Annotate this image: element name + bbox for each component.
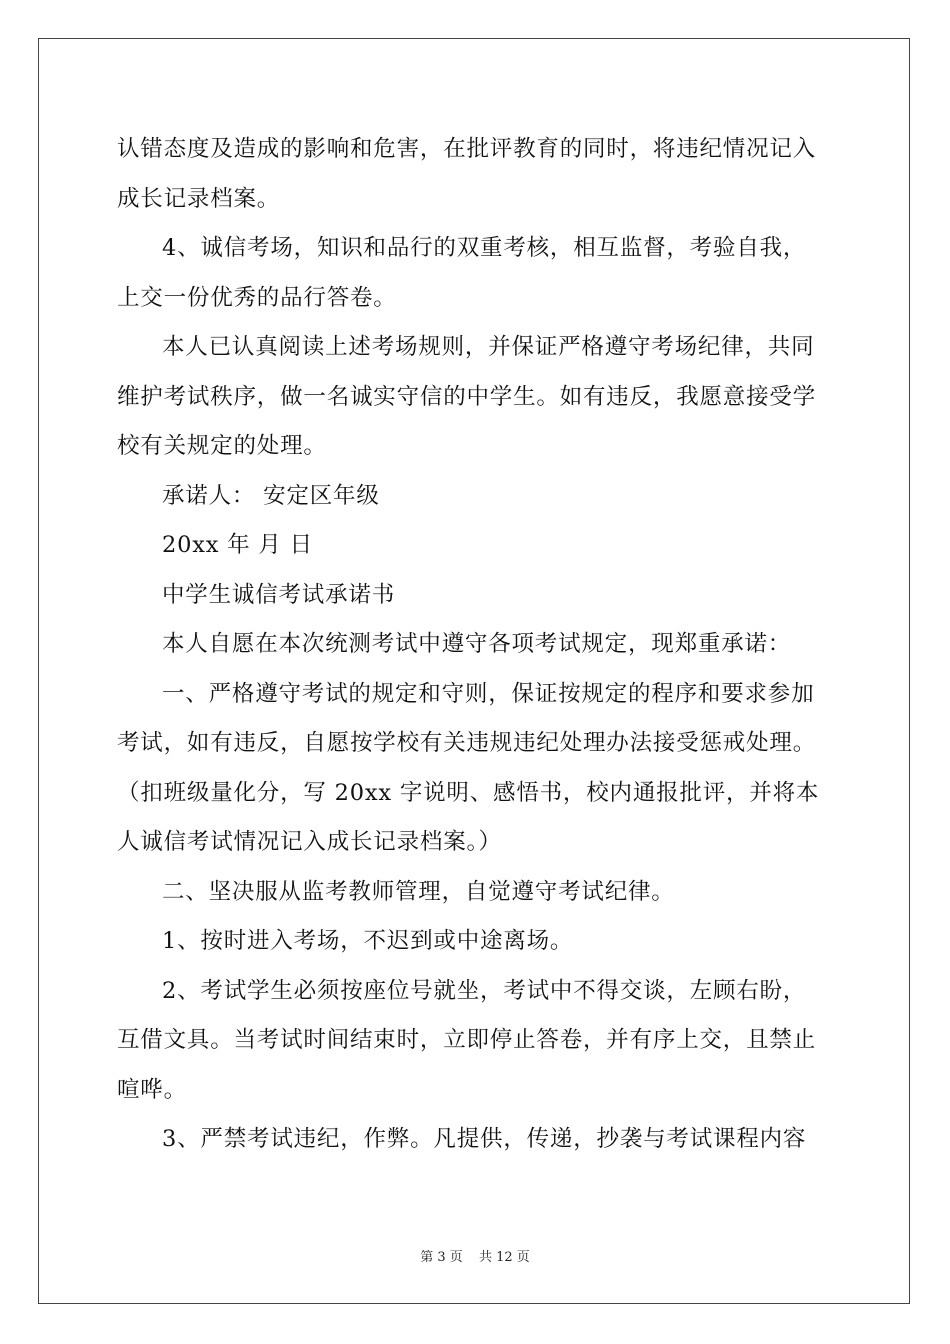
text-line: 互借文具。当考试时间结束时，立即停止答卷，并有序上交，且禁止	[117, 1027, 817, 1053]
text-line: 校有关规定的处理。	[117, 433, 327, 459]
text-line: 上交一份优秀的品行答卷。	[117, 284, 397, 311]
text-line: 20xx 年 月 日	[162, 532, 313, 558]
text-line: 4、诚信考场，知识和品行的双重考核，相互监督，考验自我，	[162, 235, 807, 261]
text-line: 承诺人： 安定区年级	[162, 482, 380, 509]
text-line: 喧哗。	[117, 1076, 187, 1103]
text-line: （扣班级量化分，写 20xx 字说明、感悟书，校内通报批评，并将本	[117, 779, 820, 806]
text-line: 2、考试学生必须按座位号就坐，考试中不得交谈，左顾右盼，	[162, 977, 807, 1004]
page-footer	[0, 1246, 950, 1265]
page-number: 第 3 页	[420, 1250, 463, 1265]
text-line: 一、严格遵守考试的规定和守则，保证按规定的程序和要求参加	[162, 680, 815, 707]
text-line: 中学生诚信考试承诺书	[162, 581, 396, 608]
text-line: 本人自愿在本次统测考试中遵守各项考试规定，现郑重承诺：	[162, 631, 792, 657]
text-line: 成长记录档案。	[117, 185, 281, 212]
text-line: 考试，如有违反，自愿按学校有关违规违纪处理办法接受惩戒处理。	[117, 730, 817, 756]
text-line: 本人已认真阅读上述考场规则，并保证严格遵守考场纪律，共同	[162, 334, 815, 360]
text-line: 维护考试秩序，做一名诚实守信的中学生。如有违反，我愿意接受学	[117, 383, 817, 410]
text-line: 3、严禁考试违纪，作弊。凡提供，传递，抄袭与考试课程内容	[162, 1126, 807, 1152]
page-total: 共 12 页	[478, 1250, 530, 1265]
text-line: 人诚信考试情况记入成长记录档案。）	[117, 829, 502, 855]
text-line: 1、按时进入考场，不迟到或中途离场。	[162, 928, 574, 954]
text-line: 二、坚决服从监考教师管理，自觉遵守考试纪律。	[162, 878, 675, 905]
document-body	[117, 125, 833, 1165]
text-line: 认错态度及造成的影响和危害，在批评教育的同时，将违纪情况记入	[117, 136, 817, 162]
